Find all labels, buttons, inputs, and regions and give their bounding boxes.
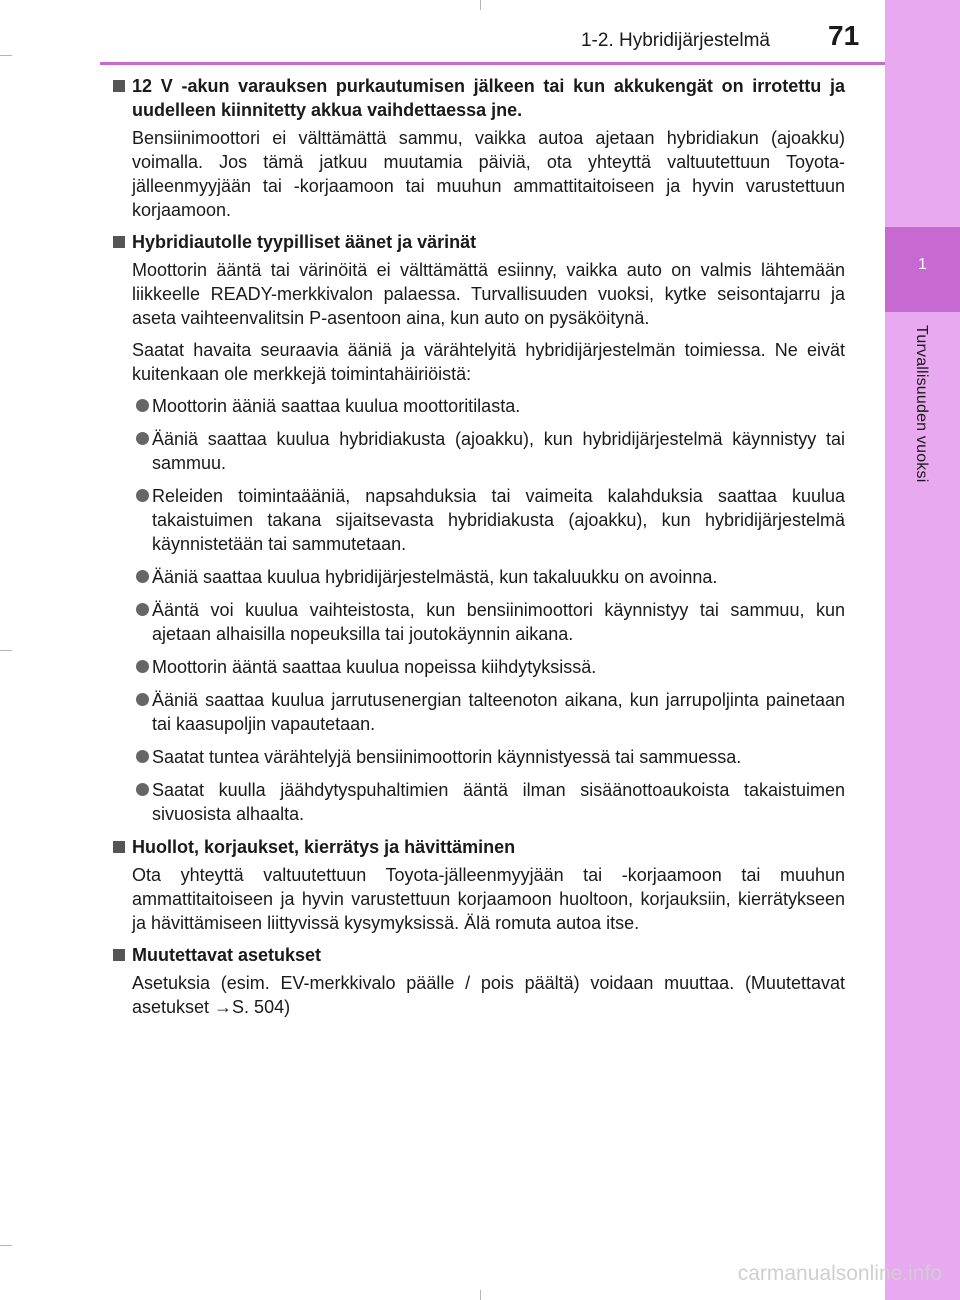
circle-bullet-icon: [136, 432, 149, 445]
block-text: Bensiinimoottori ei välttämättä sammu, vaikka autoa ajetaan hybridiakun (ajoakku) voimalla. Jos tämä jatkuu muutamia päiviä, ota yhteyttä valtuutettuun Toyota-jälleenmyyjään tai -korjaamoon tai muuhun ammattitaitoiseen ja hyvin varustettuun korjaamoon.: [132, 128, 845, 220]
circle-bullet-icon: [136, 750, 149, 763]
block-text: 12 V -akun varauksen purkautumisen jälkeen tai kun akkukengät on irrotettu ja uudelleen kiinnitetty akkua vaihdettaessa jne.: [132, 76, 845, 120]
block-text: Saatat havaita seuraavia ääniä ja värähtelyitä hybridijärjestelmän toimiessa. Ne eivät kuitenkaan ole merkkejä toimintahäiriöistä:: [132, 340, 845, 384]
block-text: Saatat tuntea värähtelyjä bensiinimoottorin käynnistyessä tai sammuessa.: [152, 747, 742, 767]
block-text: Moottorin ääntä tai värinöitä ei välttämättä esiinny, vaikka auto on valmis lähtemään liikkeelle READY-merkkivalon palaessa. Turvallisuuden vuoksi, kytke seisontajarru ja aseta vaihteenvalitsin P-asentoon aina, kun auto on pysäköitynä.: [132, 260, 845, 328]
list-item: [110, 484, 845, 556]
list-item: [110, 394, 845, 418]
block-text: Asetuksia (esim. EV-merkkivalo päälle / pois päältä) voidaan muuttaa. (Muutettavat asetukset →S. 504): [132, 973, 845, 1017]
list-item: [110, 745, 845, 769]
block-text: Ääniä saattaa kuulua hybridijärjestelmästä, kun takaluukku on avoinna.: [152, 567, 718, 587]
chapter-number: 1: [918, 256, 927, 273]
watermark: carmanualsonline.info: [737, 1262, 942, 1285]
section-heading: [110, 835, 845, 859]
section-title: 1-2. Hybridijärjestelmä: [580, 30, 770, 51]
list-item: [110, 565, 845, 589]
circle-bullet-icon: [136, 783, 149, 796]
square-bullet-icon: [113, 841, 125, 853]
body-paragraph: [110, 863, 845, 935]
body-paragraph: [110, 258, 845, 330]
circle-bullet-icon: [136, 489, 149, 502]
section-heading: [110, 74, 845, 122]
block-text: Ääniä saattaa kuulua hybridiakusta (ajoakku), kun hybridijärjestelmä käynnistyy tai sammuu.: [152, 429, 845, 473]
circle-bullet-icon: [136, 570, 149, 583]
circle-bullet-icon: [136, 399, 149, 412]
circle-bullet-icon: [136, 603, 149, 616]
list-item: [110, 427, 845, 475]
crop-mark: [480, 0, 481, 10]
crop-mark: [0, 55, 12, 56]
list-item: [110, 655, 845, 679]
block-text: Ota yhteyttä valtuutettuun Toyota-jälleenmyyjään tai -korjaamoon tai muuhun ammattitaitoiseen ja hyvin varustettuun korjaamoon huoltoon, korjauksiin, kierrätykseen ja hävittämiseen liittyvissä kysymyksissä. Älä romuta autoa itse.: [132, 865, 845, 933]
section-heading: [110, 943, 845, 967]
body-paragraph: [110, 971, 845, 1019]
block-text: Muutettavat asetukset: [132, 945, 322, 965]
body-paragraph: [110, 338, 845, 386]
page-number: 71: [828, 20, 860, 51]
crop-mark: [0, 1245, 12, 1246]
list-item: [110, 598, 845, 646]
crop-mark: [0, 650, 12, 651]
square-bullet-icon: [113, 949, 125, 961]
page-content: [110, 72, 845, 1027]
list-item: [110, 778, 845, 826]
list-item: [110, 688, 845, 736]
block-text: Moottorin ääniä saattaa kuulua moottoritilasta.: [152, 396, 521, 416]
crop-mark: [480, 1290, 481, 1300]
section-heading: [110, 230, 845, 254]
square-bullet-icon: [113, 236, 125, 248]
chapter-title: Turvallisuuden vuoksi: [913, 325, 930, 483]
block-text: Ääntä voi kuulua vaihteistosta, kun bensiinimoottori käynnistyy tai sammuu, kun ajetaan alhaisilla nopeuksilla tai joutokäynnin aikana.: [152, 600, 845, 644]
block-text: Releiden toimintaääniä, napsahduksia tai vaimeita kalahduksia saattaa kuulua takaistuimen takana sijaitsevasta hybridiakusta (ajoakku), kun hybridijärjestelmä käynnistetään tai sammutetaan.: [152, 486, 845, 554]
circle-bullet-icon: [136, 693, 149, 706]
body-paragraph: [110, 126, 845, 222]
header-rule: [100, 62, 885, 65]
block-text: Huollot, korjaukset, kierrätys ja hävittäminen: [132, 837, 516, 857]
block-text: Ääniä saattaa kuulua jarrutusenergian talteenoton aikana, kun jarrupoljinta painetaan tai kaasupoljin vapautetaan.: [152, 690, 845, 734]
block-text: Saatat kuulla jäähdytyspuhaltimien ääntä ilman sisäänottoaukoista takaistuimen sivuosista alhaalta.: [152, 780, 845, 824]
square-bullet-icon: [113, 80, 125, 92]
side-tab-bar: [885, 0, 960, 1300]
block-text: Hybridiautolle tyypilliset äänet ja värinät: [132, 232, 477, 252]
circle-bullet-icon: [136, 660, 149, 673]
block-text: Moottorin ääntä saattaa kuulua nopeissa kiihdytyksissä.: [152, 657, 597, 677]
